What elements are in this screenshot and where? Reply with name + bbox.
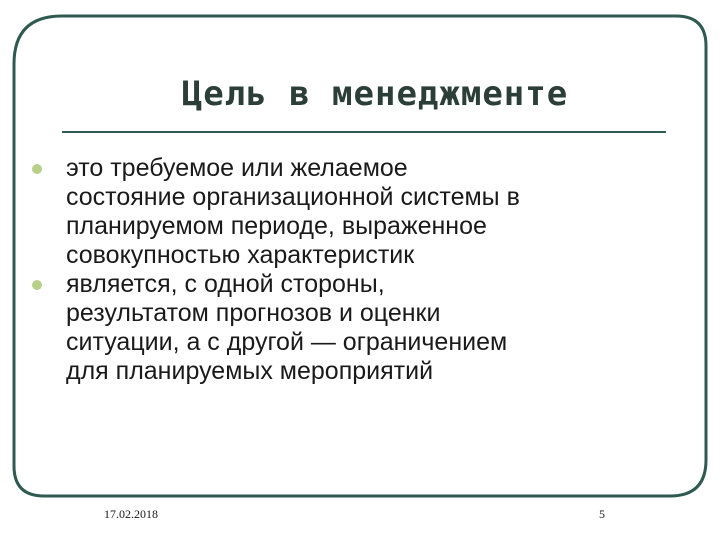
slide-title: Цель в менеджменте (181, 74, 569, 114)
bullet-item-role (32, 270, 692, 386)
bullet-line: для планируемых мероприятий (66, 357, 434, 385)
bullet-line: совокупностью характеристик (66, 241, 415, 269)
bullet-list (32, 154, 692, 386)
bullet-line: результатом прогнозов и оценки (66, 299, 441, 327)
title-divider (62, 131, 666, 133)
bullet-item-definition (32, 154, 692, 270)
bullet-line: ситуации, а с другой — ограничением (66, 328, 508, 356)
bullet-line: является, с одной стороны, (66, 270, 385, 298)
bullet-dot-icon (32, 164, 42, 174)
footer-date: 17.02.2018 (104, 507, 158, 521)
bullet-dot-icon (32, 280, 42, 290)
bullet-line: планируемом периоде, выраженное (66, 212, 487, 240)
page-number: 5 (599, 507, 605, 521)
bullet-line: состояние организационной системы в (66, 183, 520, 211)
bullet-line: это требуемое или желаемое (66, 154, 408, 182)
